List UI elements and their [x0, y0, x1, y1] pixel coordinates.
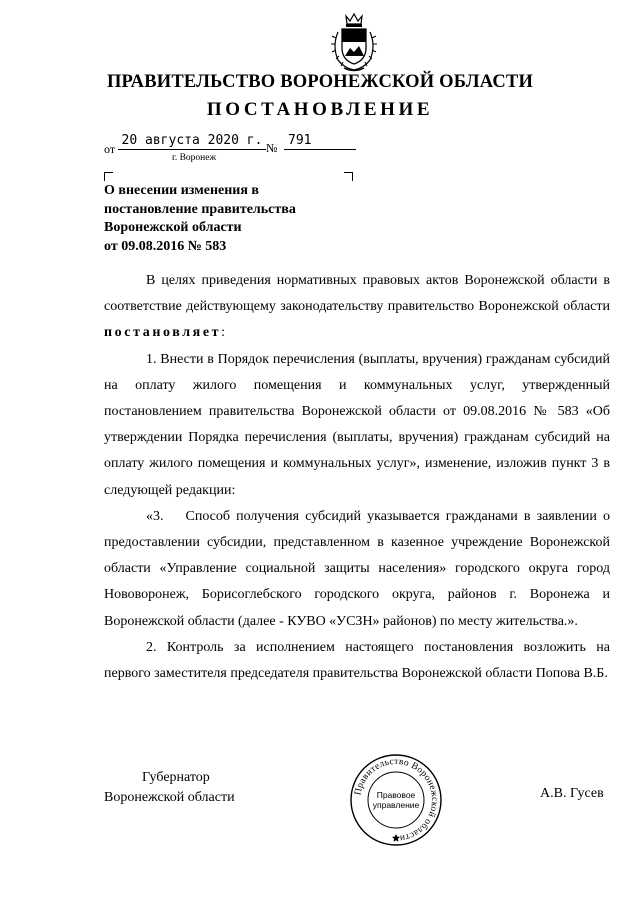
- preamble-paragraph: [104, 268, 610, 347]
- subject-line: постановление правительства: [104, 201, 296, 217]
- decree-date: 20 августа 2020 г.: [118, 133, 266, 150]
- stamp-center-line1: Правовое: [376, 790, 416, 800]
- stamp-ring-text: Правительство Воронежской области: [353, 756, 440, 843]
- city-label: г. Воронеж: [172, 153, 217, 163]
- decree-title: ПОСТАНОВЛЕНИЕ: [206, 99, 434, 120]
- signatory-region: Воронежской области: [104, 790, 235, 805]
- legal-department-stamp-icon: [348, 752, 444, 848]
- corner-bracket-right: [344, 172, 353, 181]
- item-1-paragraph: 1. Внести в Порядок перечисления (выплаты, вручения) гражданам субсидий на оплату жилого помещения и коммунальных услуг, утвержденный постановлением правительства Воронежской области от 09.08.2016 № 583 «Об утверждении Порядка перечисления (выплаты, вручения) гражданам субсидий на оплату жилого помещения и коммунальных услуг», изменение, изложив пункт 3 в следующей редакции:: [104, 351, 610, 498]
- number-label: №: [266, 141, 278, 155]
- decree-body: [104, 268, 610, 687]
- item-2-paragraph: 2. Контроль за исполнением настоящего постановления возложить на первого заместителя председателя правительства Воронежской области Попова В.Б.: [104, 639, 610, 682]
- signatory-name: А.В. Гусев: [540, 786, 604, 801]
- subject-line: О внесении изменения в: [104, 183, 259, 198]
- date-prefix-label: от: [104, 142, 116, 156]
- government-title: ПРАВИТЕЛЬСТВО ВОРОНЕЖСКОЙ ОБЛАСТИ: [106, 72, 534, 92]
- subject-line: Воронежской области: [104, 220, 242, 235]
- subject-line: от 09.08.2016 № 583: [104, 238, 227, 254]
- quoted-item-text: Способ получения субсидий указывается гражданами в заявлении о предоставлении субсидии, представленном в казенное учреждение Воронежской области «Управление социальной защиты населения» городского округа город Нововоронеж, Борисоглебского городского округа, районов г. Воронежа и Воронежской области (далее - КУВО «УСЗН» районов) по месту жительства.».: [104, 508, 610, 629]
- stamp-center-line2: управление: [372, 800, 420, 810]
- decree-verb: постановляет: [104, 325, 222, 341]
- preamble-text: В целях приведения нормативных правовых актов Воронежской области в соответствие действующему законодательству правительство Воронежской области: [104, 273, 610, 315]
- corner-bracket-left: [104, 172, 113, 181]
- coat-of-arms-icon: [328, 12, 380, 74]
- signatory-position: [104, 768, 235, 808]
- signatory-title: Губернатор: [142, 770, 210, 785]
- preamble-end: :: [221, 325, 226, 341]
- quoted-item-3-paragraph: [104, 504, 610, 635]
- decree-number: 791: [284, 133, 356, 150]
- quoted-item-number: «3.: [146, 508, 164, 524]
- decree-subject: [104, 182, 364, 256]
- date-number-line: [104, 133, 364, 167]
